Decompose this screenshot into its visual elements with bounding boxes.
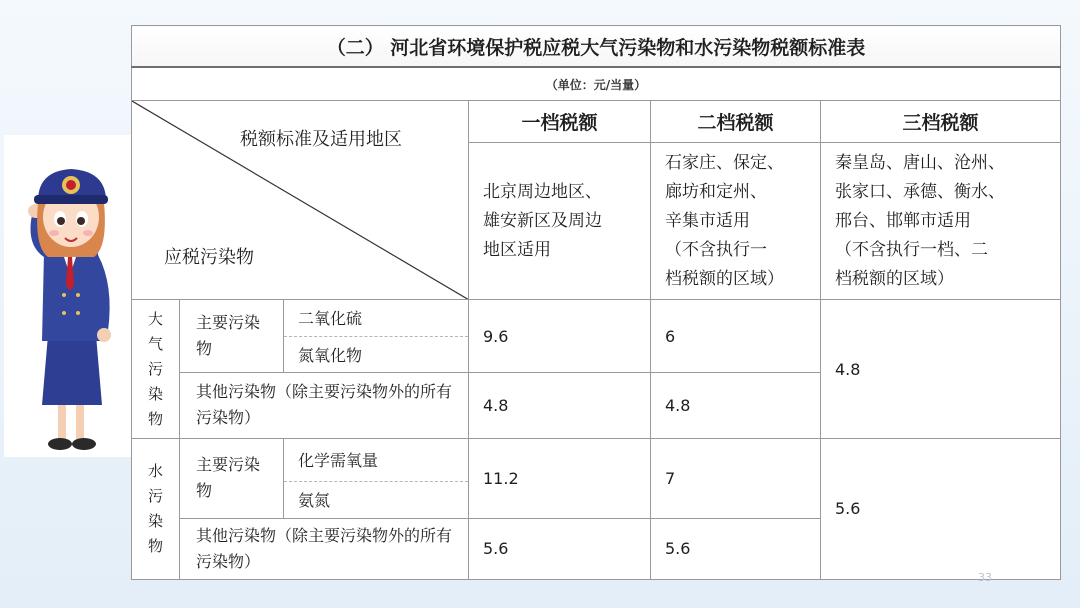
tier-2-region-line: 辛集市适用: [665, 210, 750, 231]
air-other-tier1: 4.8: [469, 372, 651, 438]
tier-3-header: 三档税额: [821, 101, 1061, 143]
air-other-cell: [180, 372, 469, 438]
diagonal-header: [132, 101, 469, 300]
tax-standard-table: [131, 25, 1061, 580]
air-item-so2: 二氧化硫: [284, 300, 469, 336]
tier-2-region-line: 廊坊和定州、: [665, 181, 767, 202]
water-category-label: 水污染物: [147, 461, 163, 555]
tier-2-regions: [651, 143, 821, 300]
tax-officer-mascot: [4, 135, 132, 457]
tier-3-region-line: 张家口、承德、衡水、: [835, 181, 1005, 202]
tier-3-region-line: 秦皇岛、唐山、沧州、: [835, 152, 1005, 173]
air-category-label: 大气污染物: [147, 309, 163, 428]
tax-officer-mascot-icon: [4, 135, 132, 457]
air-category: [132, 300, 180, 438]
tier-1-region-line: 雄安新区及周边: [483, 210, 602, 231]
water-item-cod: 化学需氧量: [284, 438, 469, 481]
tier-1-header: 一档税额: [469, 101, 651, 143]
water-item-ammonia: 氨氮: [284, 481, 469, 518]
air-other-tier2: 4.8: [651, 372, 821, 438]
water-category: [132, 438, 180, 579]
page-number: 33: [978, 571, 992, 584]
water-main-label-cell: [180, 438, 284, 518]
air-tier3: 4.8: [821, 300, 1061, 438]
tier-3-regions: [821, 143, 1061, 300]
tier-2-header: 二档税额: [651, 101, 821, 143]
water-other-tier1: 5.6: [469, 518, 651, 579]
air-item-nox: 氮氧化物: [284, 336, 469, 372]
tier-2-region-line: 石家庄、保定、: [665, 152, 784, 173]
tier-1-regions: [469, 143, 651, 300]
water-other-cell: [180, 518, 469, 579]
water-main-label: 主要污染物: [196, 455, 261, 501]
water-other-label: 其他污染物（除主要污染物外的所有污染物）: [196, 525, 453, 571]
unit-note: （单位：元/当量）: [132, 67, 1061, 101]
air-main-label: 主要污染物: [196, 313, 261, 359]
air-main-tier1: 9.6: [469, 300, 651, 372]
air-main-label-cell: [180, 300, 284, 372]
tier-3-region-line: （不含执行一档、二: [835, 239, 988, 260]
tier-1-region-line: 地区适用: [483, 239, 551, 260]
water-main-tier2: 7: [651, 438, 821, 518]
tier-3-region-line: 邢台、邯郸市适用: [835, 210, 971, 231]
tier-3-region-line: 档税额的区域）: [835, 268, 954, 289]
water-tier3: 5.6: [821, 438, 1061, 579]
water-other-tier2: 5.6: [651, 518, 821, 579]
diag-header-bottom: 应税污染物: [164, 247, 254, 269]
tier-1-region-line: 北京周边地区、: [483, 181, 602, 202]
air-other-label: 其他污染物（除主要污染物外的所有污染物）: [196, 382, 453, 428]
diag-header-top: 税额标准及适用地区: [240, 129, 402, 151]
table-title: （二） 河北省环境保护税应税大气污染物和水污染物税额标准表: [132, 26, 1061, 68]
tier-2-region-line: 档税额的区域）: [665, 268, 784, 289]
water-main-tier1: 11.2: [469, 438, 651, 518]
air-main-tier2: 6: [651, 300, 821, 372]
tier-2-region-line: （不含执行一: [665, 239, 767, 260]
